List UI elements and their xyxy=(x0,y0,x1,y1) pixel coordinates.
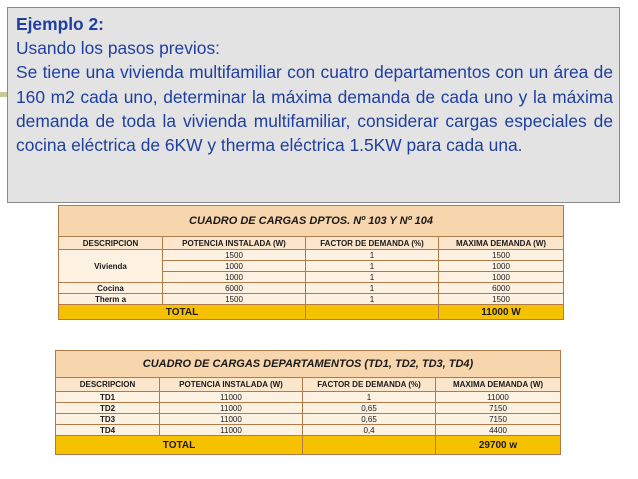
table-row xyxy=(56,392,561,403)
row-maxima: 1000 xyxy=(439,261,564,272)
row-desc: TD4 xyxy=(56,425,160,436)
row-maxima: 11000 xyxy=(436,392,561,403)
total-spacer xyxy=(306,305,439,320)
col-header-maxima: MAXIMA DEMANDA (W) xyxy=(439,237,564,250)
table-title: CUADRO DE CARGAS DPTOS. Nº 103 Y Nº 104 xyxy=(59,206,564,237)
row-desc: Therm a xyxy=(59,294,163,305)
table-row xyxy=(59,250,564,261)
row-potencia: 1500 xyxy=(163,294,306,305)
col-header-potencia: POTENCIA INSTALADA (W) xyxy=(160,378,303,392)
total-value: 29700 w xyxy=(436,436,561,455)
col-header-factor: FACTOR DE DEMANDA (%) xyxy=(306,237,439,250)
total-value: 11000 W xyxy=(439,305,564,320)
row-factor: 1 xyxy=(306,250,439,261)
load-table-departamentos xyxy=(55,350,561,455)
row-maxima: 1500 xyxy=(439,294,564,305)
total-spacer xyxy=(303,436,436,455)
total-row xyxy=(59,305,564,320)
table-row xyxy=(56,414,561,425)
row-maxima: 1500 xyxy=(439,250,564,261)
row-desc: TD1 xyxy=(56,392,160,403)
row-factor: 0,4 xyxy=(303,425,436,436)
row-maxima: 1000 xyxy=(439,272,564,283)
row-factor: 1 xyxy=(306,294,439,305)
table-title: CUADRO DE CARGAS DEPARTAMENTOS (TD1, TD2, TD3, TD4) xyxy=(56,351,561,378)
row-potencia: 11000 xyxy=(160,403,303,414)
col-header-maxima: MAXIMA DEMANDA (W) xyxy=(436,378,561,392)
example-heading: Ejemplo 2: xyxy=(16,14,104,34)
row-maxima: 6000 xyxy=(439,283,564,294)
row-desc: Vivienda xyxy=(59,250,163,283)
table-row xyxy=(56,403,561,414)
col-header-potencia: POTENCIA INSTALADA (W) xyxy=(163,237,306,250)
row-maxima: 4400 xyxy=(436,425,561,436)
row-desc: TD3 xyxy=(56,414,160,425)
table-row xyxy=(59,283,564,294)
load-table-dptos xyxy=(58,205,564,320)
row-factor: 0,65 xyxy=(303,403,436,414)
total-label: TOTAL xyxy=(56,436,303,455)
row-potencia: 11000 xyxy=(160,392,303,403)
row-potencia: 11000 xyxy=(160,425,303,436)
steps-line: Usando los pasos previos: xyxy=(16,38,220,59)
row-desc: TD2 xyxy=(56,403,160,414)
row-factor: 1 xyxy=(306,283,439,294)
table-row xyxy=(59,294,564,305)
problem-statement: Se tiene una vivienda multifamiliar con cuatro departamentos con un área de 160 m2 cada uno, determinar la máxima demanda de cada uno y la máxima demanda de toda la vivienda multifamiliar, considerar cargas especiales de cocina eléctrica de 6KW y therma eléctrica 1.5KW para cada una. xyxy=(16,62,613,156)
col-header-factor: FACTOR DE DEMANDA (%) xyxy=(303,378,436,392)
total-row xyxy=(56,436,561,455)
problem-text-box xyxy=(7,7,620,203)
row-factor: 1 xyxy=(303,392,436,403)
table-row xyxy=(56,425,561,436)
row-potencia: 11000 xyxy=(160,414,303,425)
row-maxima: 7150 xyxy=(436,403,561,414)
row-factor: 1 xyxy=(306,272,439,283)
row-potencia: 1000 xyxy=(163,272,306,283)
total-label: TOTAL xyxy=(59,305,306,320)
row-potencia: 1000 xyxy=(163,261,306,272)
row-factor: 0,65 xyxy=(303,414,436,425)
row-potencia: 6000 xyxy=(163,283,306,294)
row-factor: 1 xyxy=(306,261,439,272)
row-maxima: 7150 xyxy=(436,414,561,425)
col-header-descripcion: DESCRIPCION xyxy=(59,237,163,250)
col-header-descripcion: DESCRIPCION xyxy=(56,378,160,392)
row-desc: Cocina xyxy=(59,283,163,294)
row-potencia: 1500 xyxy=(163,250,306,261)
